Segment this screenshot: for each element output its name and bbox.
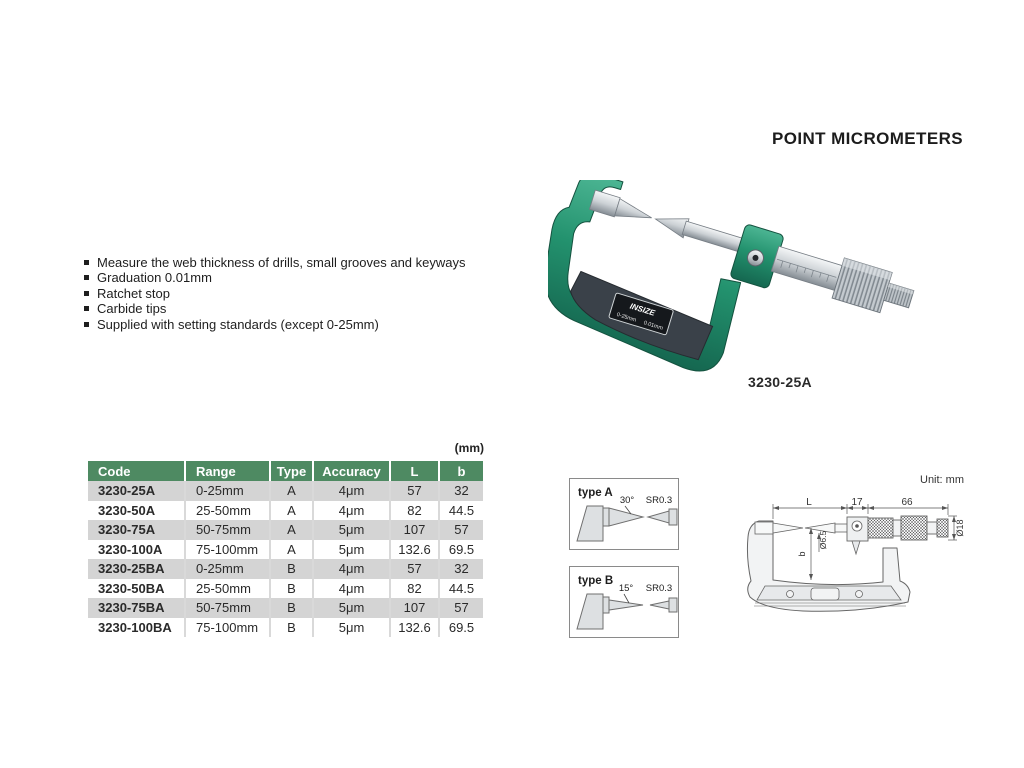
feature-item [84,301,544,316]
drawing-thimble [901,516,927,540]
cell-range: 25-50mm [185,579,270,599]
feature-text: Ratchet stop [97,285,170,301]
drawing-ratchet-cap [937,519,948,537]
anvil-collar [603,597,609,613]
feature-item [84,255,544,270]
cell-code: 3230-50A [88,501,185,521]
cell-accuracy: 4μm [313,579,390,599]
cell-accuracy: 5μm [313,520,390,540]
cell-l: 82 [390,579,439,599]
anvil-cone [609,508,643,526]
cell-l: 132.6 [390,540,439,560]
anvil-cone [609,600,643,610]
cell-b: 44.5 [439,501,483,521]
table-unit-note: (mm) [454,441,484,455]
cell-type: B [270,598,313,618]
cell-type: B [270,618,313,638]
dim-L-label: L [806,497,812,508]
table-row [88,540,483,560]
bullet-square-icon [84,275,89,280]
anvil-point [589,190,654,227]
header-cell-range: Range [185,461,270,481]
cell-b: 57 [439,598,483,618]
cell-accuracy: 4μm [313,501,390,521]
sleeve [771,246,842,290]
feature-item [84,317,544,332]
feature-item [84,286,544,301]
header-cell-b: b [439,461,483,481]
header-cell-accuracy: Accuracy [313,461,390,481]
angle-leader-line [624,594,629,603]
dim-b-label: b [797,551,807,557]
cell-type: B [270,559,313,579]
bullet-square-icon [84,291,89,296]
ratchet-stop [884,283,914,308]
anvil-collar [603,508,609,526]
cell-range: 50-75mm [185,598,270,618]
drawing-housing [847,517,868,554]
cell-code: 3230-100BA [88,618,185,638]
drawing-knurl-nut [868,518,893,538]
feature-text: Supplied with setting standards (except 0-25mm) [97,316,379,332]
cell-code: 3230-25BA [88,559,185,579]
diagram-label: type B [578,575,614,587]
bullet-square-icon [84,322,89,327]
dim-66-label: 66 [901,497,913,508]
cell-b: 44.5 [439,579,483,599]
cell-type: A [270,501,313,521]
cell-type: A [270,520,313,540]
spec-table [88,461,483,637]
drawing-unit-label: Unit: mm [920,474,964,486]
tip-radius-label: SR0.3 [645,583,673,594]
feature-list [84,255,544,332]
bullet-square-icon [84,306,89,311]
frame-section [577,594,603,629]
product-caption: 3230-25A [748,374,812,390]
table-row [88,481,483,501]
brand-label: INSIZE [628,301,657,318]
feature-text: Measure the web thickness of drills, small grooves and keyways [97,255,466,270]
diagram-label: type A [578,487,613,499]
cell-b: 69.5 [439,540,483,560]
cell-accuracy: 5μm [313,598,390,618]
bullet-square-icon [84,260,89,265]
feature-item [84,270,544,285]
cell-l: 82 [390,501,439,521]
cell-range: 50-75mm [185,520,270,540]
cell-accuracy: 4μm [313,481,390,501]
cell-accuracy: 4μm [313,559,390,579]
table-header-row [88,461,483,481]
table-row [88,579,483,599]
header-cell-type: Type [270,461,313,481]
cell-b: 32 [439,481,483,501]
spindle-cone [648,511,669,523]
spindle-cone [650,601,669,609]
feature-text: Carbide tips [97,301,167,317]
table-row [88,598,483,618]
cell-type: A [270,540,313,560]
cell-range: 75-100mm [185,618,270,638]
cell-code: 3230-75A [88,520,185,540]
cell-l: 57 [390,559,439,579]
type-a-diagram [569,478,679,550]
feature-text: Graduation 0.01mm [97,270,212,286]
tip-radius-label: SR0.3 [645,495,673,506]
tech-drawing [735,492,970,622]
spindle-body [669,598,677,612]
angle-label: 30° [619,495,635,506]
cell-l: 107 [390,598,439,618]
table-row [88,618,483,638]
cell-range: 0-25mm [185,559,270,579]
spindle-point [653,209,747,255]
cell-range: 0-25mm [185,481,270,501]
spindle-body [669,509,677,525]
table-row [88,520,483,540]
angle-label: 15° [618,583,634,594]
drawing-sleeve [893,520,901,536]
cell-type: A [270,481,313,501]
cell-type: B [270,579,313,599]
cell-range: 25-50mm [185,501,270,521]
cell-l: 107 [390,520,439,540]
cell-code: 3230-25A [88,481,185,501]
dim-dia6-5-label: Ø6.5 [818,530,828,550]
cell-accuracy: 5μm [313,618,390,638]
product-photo [548,180,948,380]
header-cell-code: Code [88,461,185,481]
cell-accuracy: 5μm [313,540,390,560]
header-cell-l: L [390,461,439,481]
cell-l: 57 [390,481,439,501]
table-row [88,501,483,521]
range-label: 0-25mm [615,311,637,324]
dim-dia18-label: Ø18 [955,519,965,537]
page-title: POINT MICROMETERS [772,129,963,148]
cell-b: 57 [439,520,483,540]
graduation-label: 0.01mm [642,320,664,332]
cell-b: 32 [439,559,483,579]
cell-code: 3230-100A [88,540,185,560]
drawing-ratchet-shaft [927,522,937,534]
drawing-anvil [755,522,803,534]
cell-code: 3230-75BA [88,598,185,618]
cell-code: 3230-50BA [88,579,185,599]
dim-b [809,528,813,580]
cell-l: 132.6 [390,618,439,638]
table-row [88,559,483,579]
drawing-grip [754,586,906,606]
type-b-diagram [569,566,679,638]
frame-section [577,506,603,541]
dim-17-label: 17 [851,497,863,508]
cell-b: 69.5 [439,618,483,638]
cell-range: 75-100mm [185,540,270,560]
